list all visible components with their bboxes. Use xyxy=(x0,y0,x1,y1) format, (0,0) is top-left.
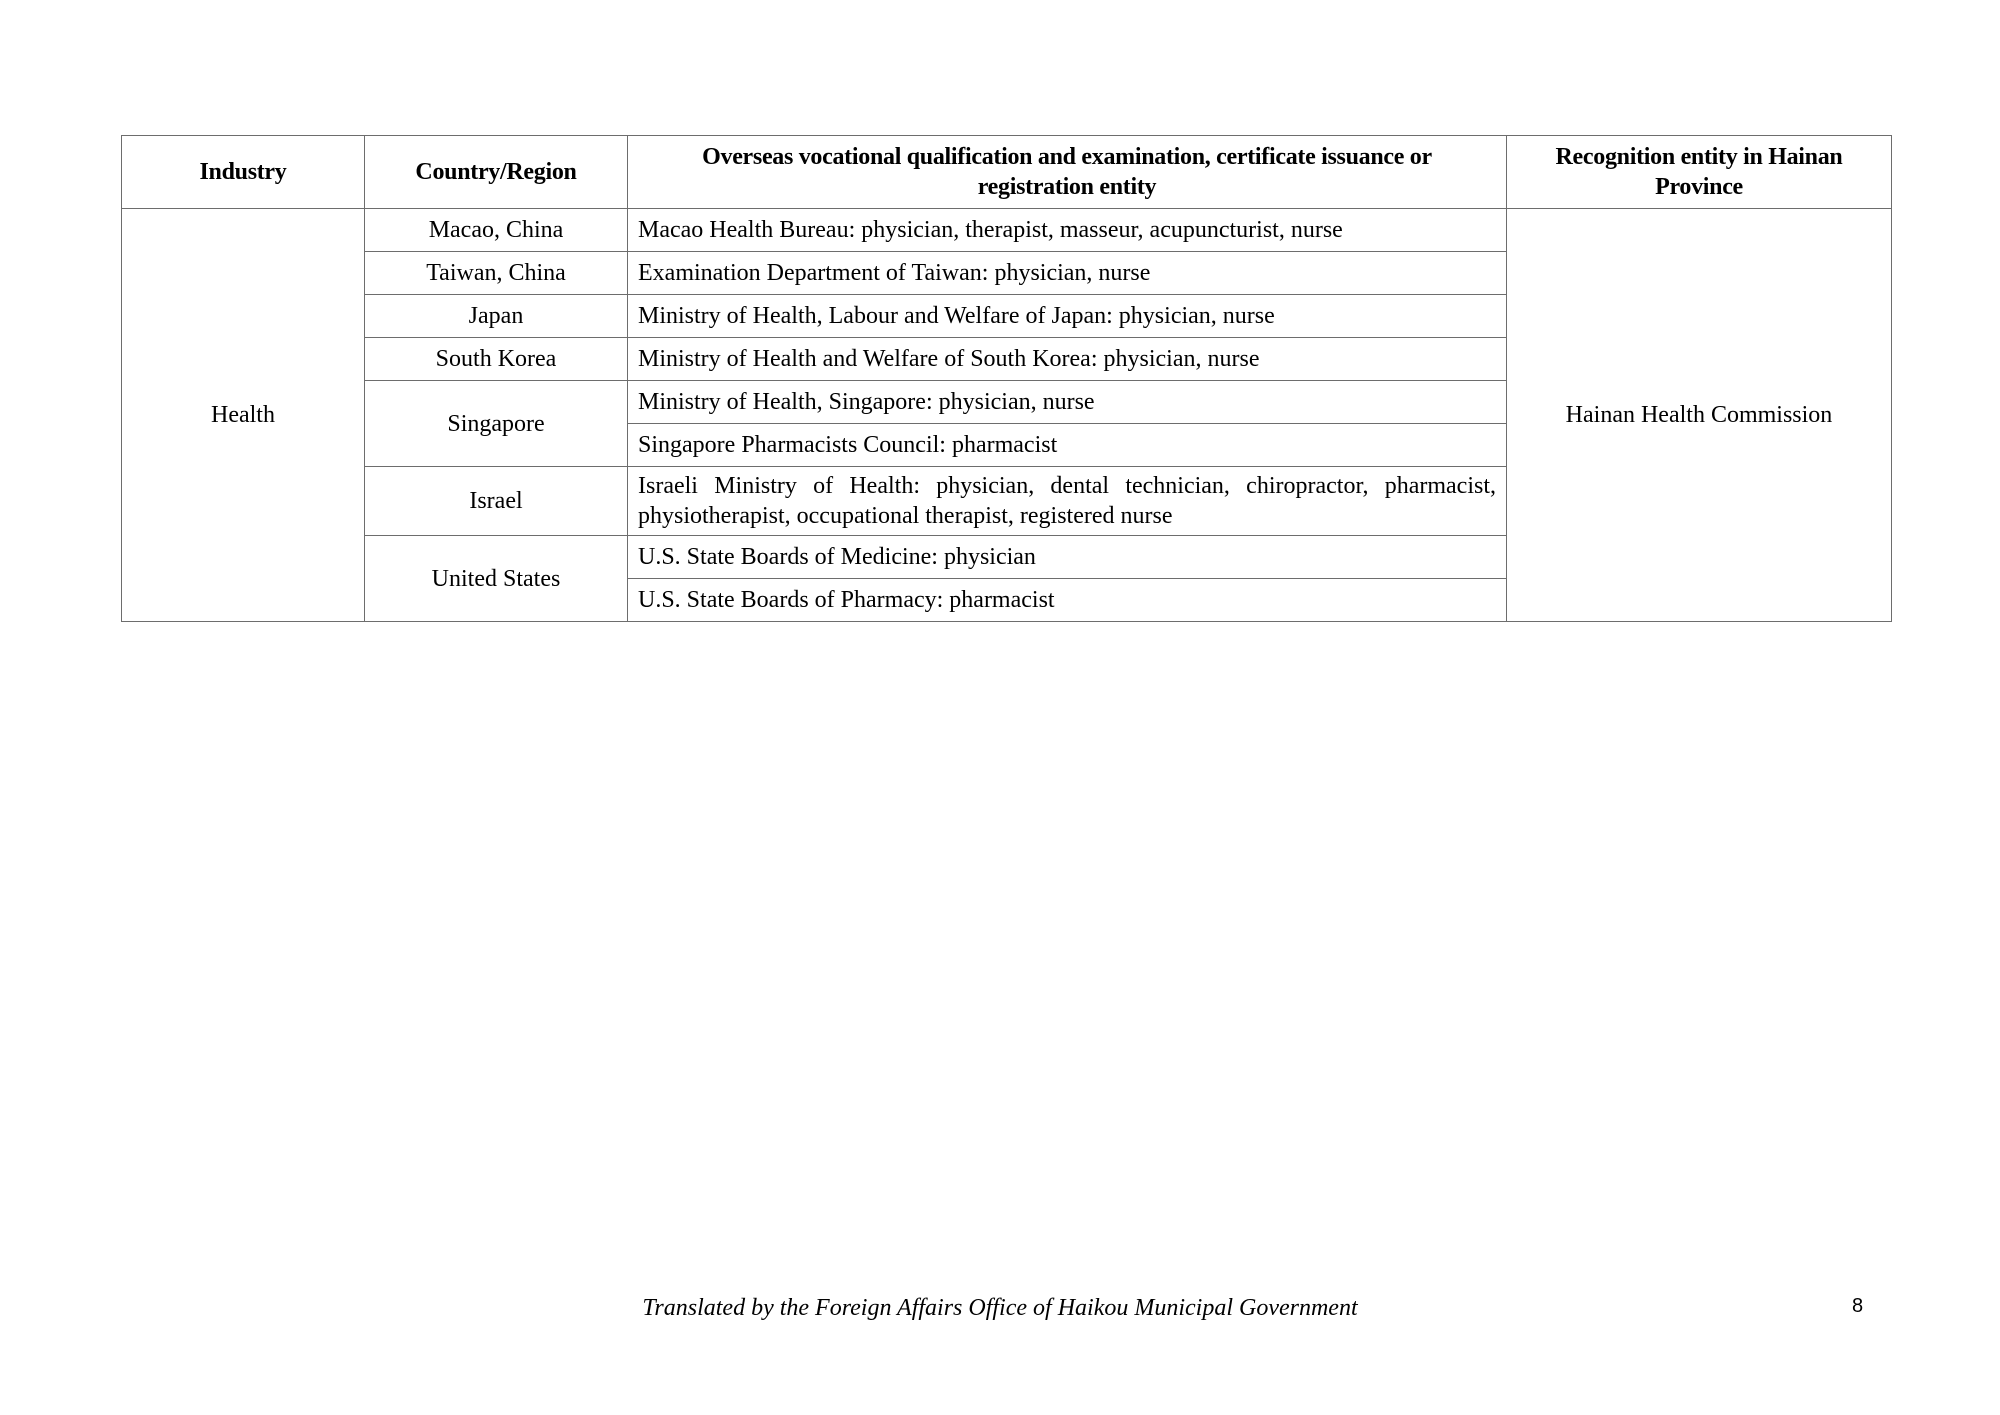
header-industry: Industry xyxy=(122,136,365,209)
translation-credit: Translated by the Foreign Affairs Office of Haikou Municipal Government xyxy=(642,1295,1358,1321)
table-header-row xyxy=(122,136,1892,209)
country-cell: Israel xyxy=(365,467,628,536)
country-cell: South Korea xyxy=(365,338,628,381)
header-overseas-entity: Overseas vocational qualification and examination, certificate issuance or registration entity xyxy=(628,136,1507,209)
entity-cell: Israeli Ministry of Health: physician, dental technician, chiropractor, pharmacist, physiotherapist, occupational therapist, registered nurse xyxy=(628,467,1507,536)
recognition-entity-cell: Hainan Health Commission xyxy=(1507,209,1892,622)
country-cell: Japan xyxy=(365,295,628,338)
header-recognition-entity: Recognition entity in Hainan Province xyxy=(1507,136,1892,209)
entity-cell: U.S. State Boards of Medicine: physician xyxy=(628,536,1507,579)
country-cell: Singapore xyxy=(365,381,628,467)
entity-cell: Macao Health Bureau: physician, therapist, masseur, acupuncturist, nurse xyxy=(628,209,1507,252)
page-number: 8 xyxy=(1852,1295,1864,1317)
entity-cell: U.S. State Boards of Pharmacy: pharmacist xyxy=(628,579,1507,622)
industry-cell: Health xyxy=(122,209,365,622)
country-cell: Taiwan, China xyxy=(365,252,628,295)
entity-cell: Ministry of Health, Singapore: physician, nurse xyxy=(628,381,1507,424)
entity-cell: Ministry of Health, Labour and Welfare of Japan: physician, nurse xyxy=(628,295,1507,338)
entity-cell: Ministry of Health and Welfare of South Korea: physician, nurse xyxy=(628,338,1507,381)
country-cell: United States xyxy=(365,536,628,622)
entity-cell: Singapore Pharmacists Council: pharmacist xyxy=(628,424,1507,467)
country-cell: Macao, China xyxy=(365,209,628,252)
qualification-recognition-table xyxy=(121,135,1892,622)
entity-cell: Examination Department of Taiwan: physician, nurse xyxy=(628,252,1507,295)
header-country-region: Country/Region xyxy=(365,136,628,209)
table-row xyxy=(122,209,1892,252)
